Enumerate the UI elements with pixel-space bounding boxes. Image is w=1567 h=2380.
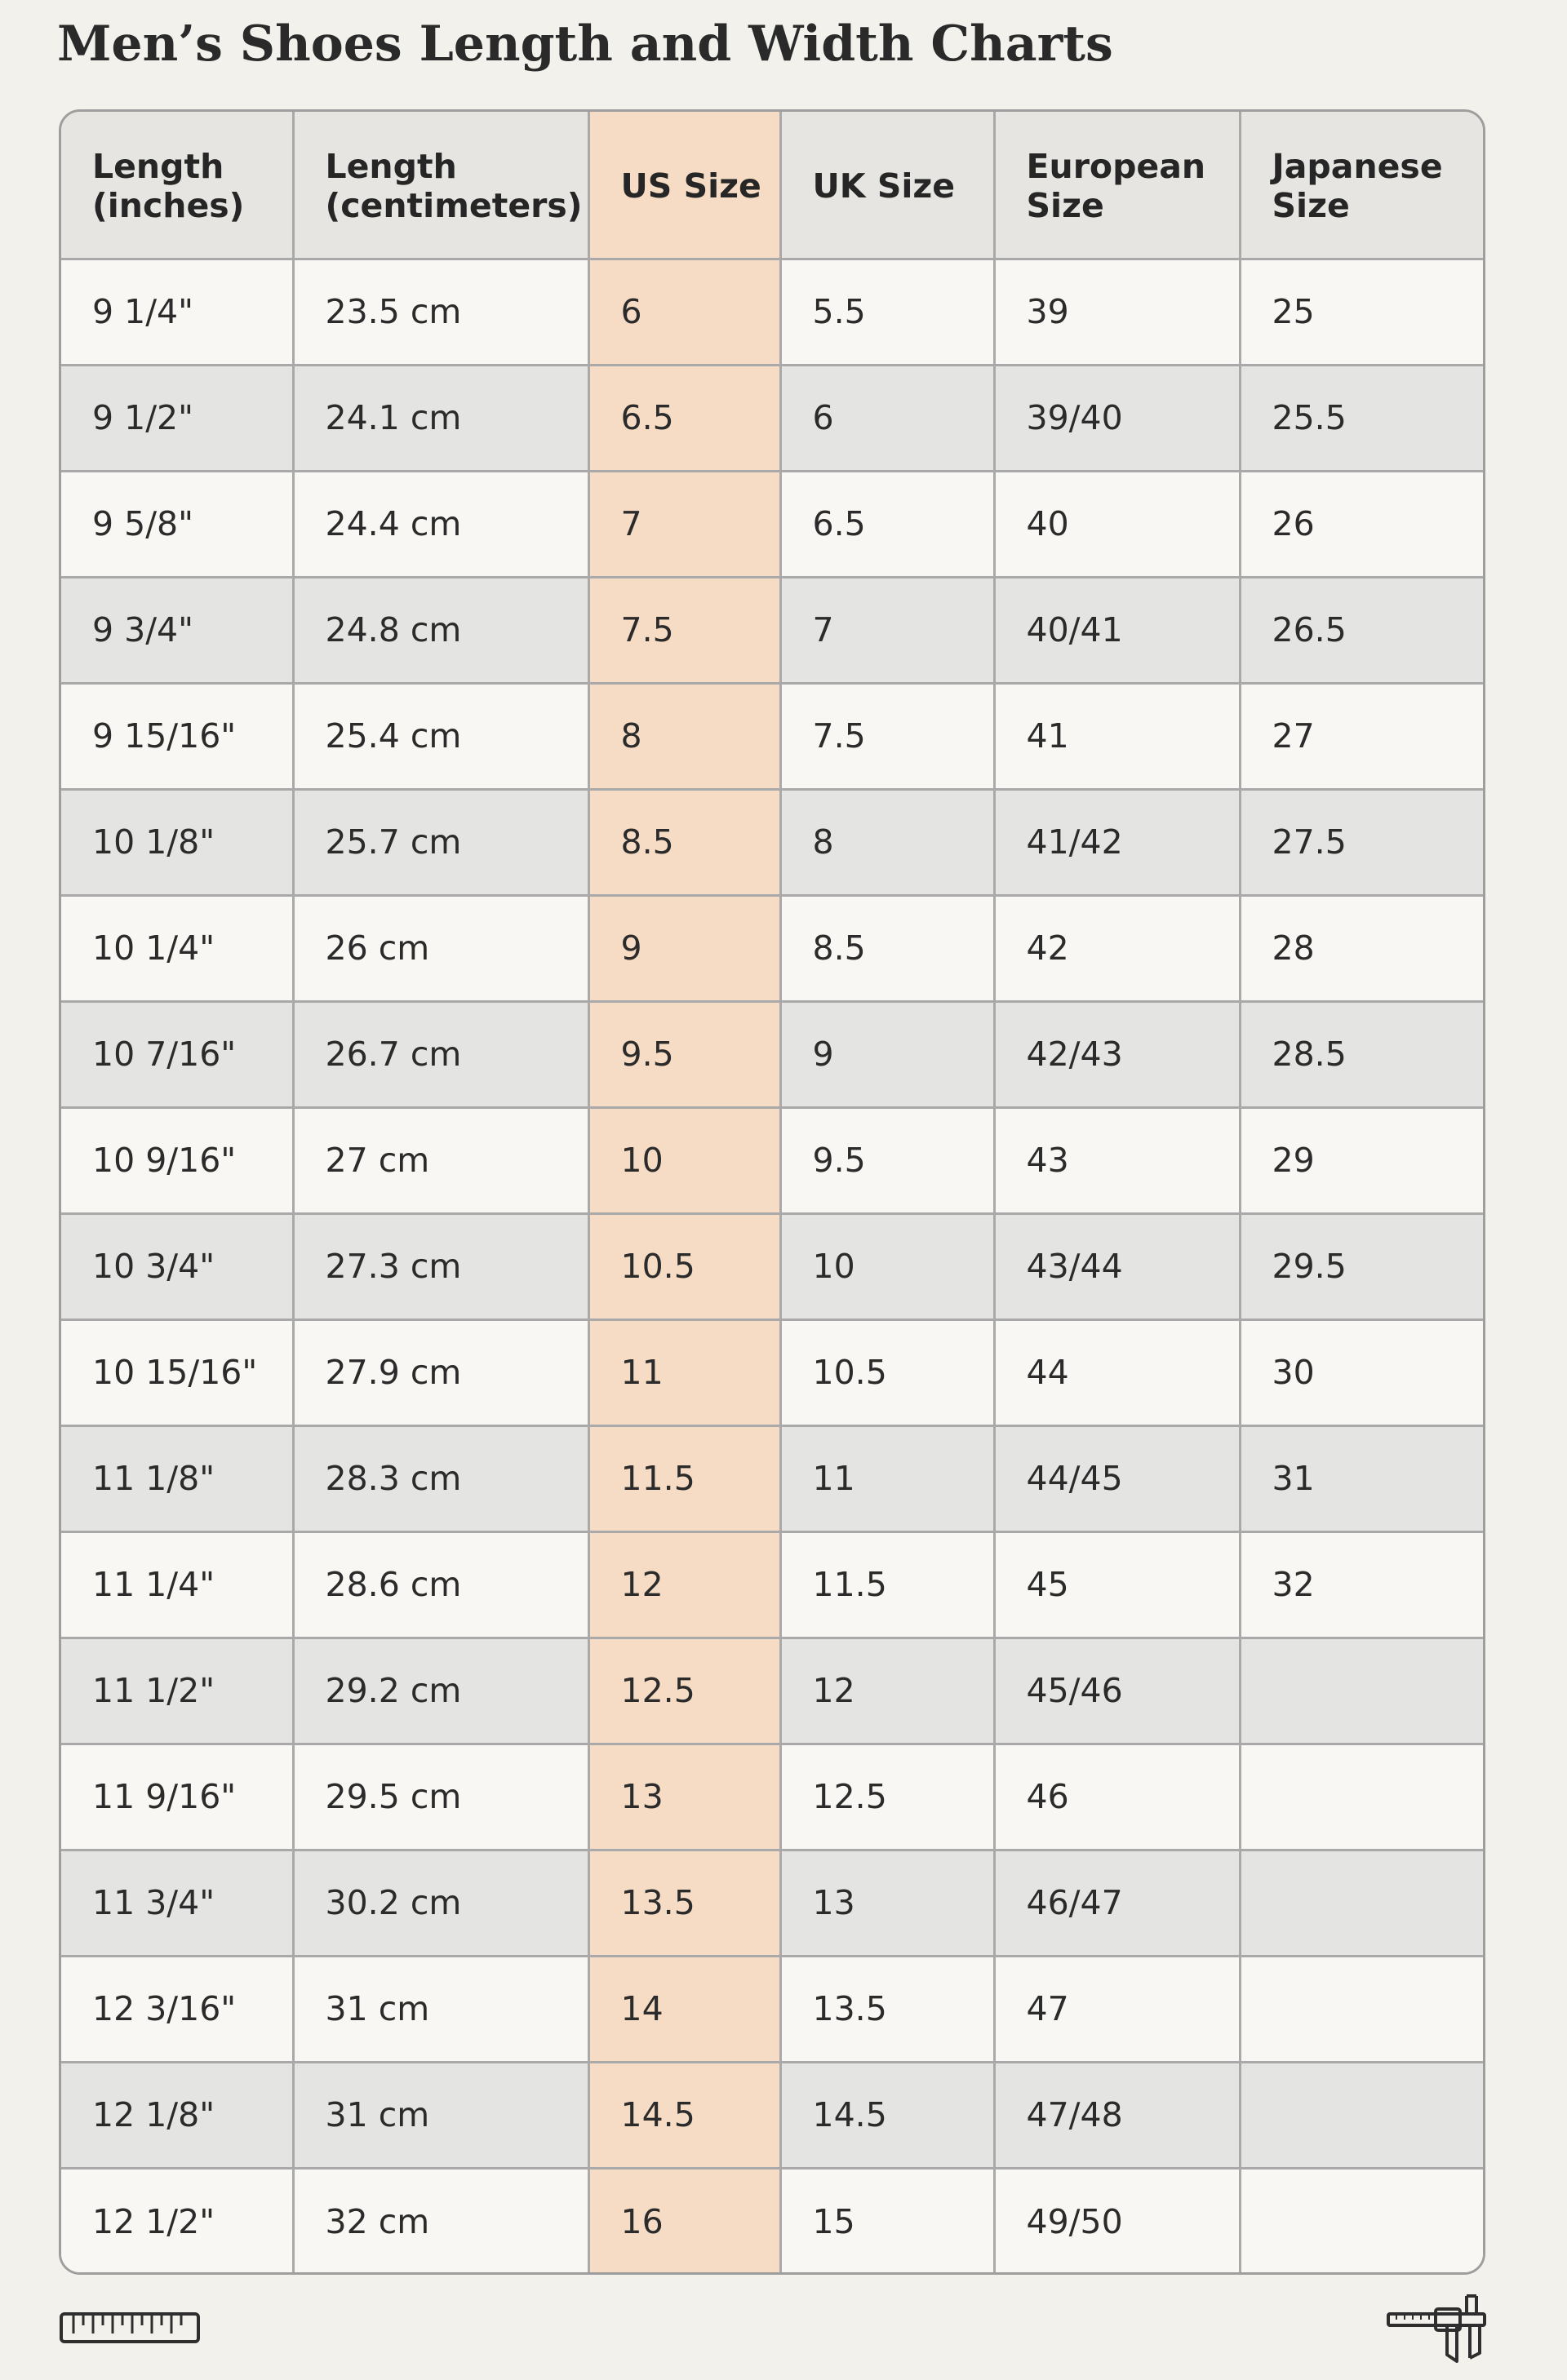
cell-us-size: 12 [588,1531,780,1638]
cell-length-inches: 12 1/8" [61,2062,293,2168]
cell-uk-size: 9 [780,1001,994,1107]
cell-european-size: 40 [994,471,1240,577]
cell-length-cm: 27.9 cm [293,1319,588,1425]
table-row [61,1213,1483,1319]
cell-european-size: 47/48 [994,2062,1240,2168]
cell-length-cm: 29.5 cm [293,1744,588,1850]
cell-us-size: 14.5 [588,2062,780,2168]
cell-length-inches: 9 3/4" [61,577,293,683]
cell-length-cm: 28.3 cm [293,1425,588,1531]
cell-european-size: 42 [994,895,1240,1001]
table-row [61,1531,1483,1638]
cell-japanese-size [1240,1744,1483,1850]
cell-length-cm: 25.7 cm [293,789,588,895]
cell-us-size: 11.5 [588,1425,780,1531]
cell-length-cm: 30.2 cm [293,1850,588,1956]
cell-length-inches: 9 1/4" [61,259,293,365]
col-header-uk-size: UK Size [780,112,994,259]
cell-uk-size: 13 [780,1850,994,1956]
cell-us-size: 7 [588,471,780,577]
cell-european-size: 39 [994,259,1240,365]
cell-japanese-size [1240,1850,1483,1956]
cell-us-size: 10.5 [588,1213,780,1319]
cell-japanese-size: 26.5 [1240,577,1483,683]
header-row [61,112,1483,259]
table-row [61,2168,1483,2274]
cell-uk-size: 10.5 [780,1319,994,1425]
cell-uk-size: 11.5 [780,1531,994,1638]
table-row [61,1319,1483,1425]
cell-length-inches: 11 9/16" [61,1744,293,1850]
table-row [61,1001,1483,1107]
ruler-icon [59,2306,201,2347]
cell-length-cm: 24.8 cm [293,577,588,683]
table-row [61,259,1483,365]
cell-us-size: 12.5 [588,1638,780,1744]
table-row [61,683,1483,789]
cell-us-size: 7.5 [588,577,780,683]
cell-length-cm: 31 cm [293,1956,588,2062]
cell-european-size: 47 [994,1956,1240,2062]
cell-japanese-size: 29.5 [1240,1213,1483,1319]
cell-length-inches: 10 9/16" [61,1107,293,1213]
cell-japanese-size [1240,2168,1483,2274]
cell-japanese-size: 26 [1240,471,1483,577]
cell-european-size: 43/44 [994,1213,1240,1319]
cell-uk-size: 13.5 [780,1956,994,2062]
cell-european-size: 46 [994,1744,1240,1850]
cell-european-size: 44/45 [994,1425,1240,1531]
cell-uk-size: 8.5 [780,895,994,1001]
cell-japanese-size: 29 [1240,1107,1483,1213]
cell-uk-size: 12.5 [780,1744,994,1850]
cell-japanese-size: 28.5 [1240,1001,1483,1107]
cell-length-inches: 11 1/8" [61,1425,293,1531]
cell-length-cm: 29.2 cm [293,1638,588,1744]
cell-uk-size: 7 [780,577,994,683]
cell-uk-size: 6.5 [780,471,994,577]
cell-length-cm: 31 cm [293,2062,588,2168]
cell-length-cm: 26 cm [293,895,588,1001]
cell-japanese-size: 30 [1240,1319,1483,1425]
cell-european-size: 42/43 [994,1001,1240,1107]
cell-european-size: 49/50 [994,2168,1240,2274]
cell-japanese-size: 32 [1240,1531,1483,1638]
cell-european-size: 39/40 [994,365,1240,471]
cell-length-inches: 12 1/2" [61,2168,293,2274]
cell-length-inches: 9 1/2" [61,365,293,471]
cell-us-size: 9 [588,895,780,1001]
col-header-japanese-size: Japanese Size [1240,112,1483,259]
cell-uk-size: 5.5 [780,259,994,365]
cell-us-size: 9.5 [588,1001,780,1107]
cell-length-cm: 27 cm [293,1107,588,1213]
table-row [61,789,1483,895]
cell-european-size: 45 [994,1531,1240,1638]
cell-length-inches: 9 15/16" [61,683,293,789]
cell-length-inches: 11 1/4" [61,1531,293,1638]
cell-uk-size: 7.5 [780,683,994,789]
table-body [61,259,1483,2274]
table-row [61,2062,1483,2168]
table-row [61,365,1483,471]
cell-us-size: 16 [588,2168,780,2274]
table-row [61,1744,1483,1850]
cell-european-size: 44 [994,1319,1240,1425]
cell-length-cm: 32 cm [293,2168,588,2274]
cell-uk-size: 9.5 [780,1107,994,1213]
cell-uk-size: 14.5 [780,2062,994,2168]
cell-length-cm: 26.7 cm [293,1001,588,1107]
cell-length-inches: 10 3/4" [61,1213,293,1319]
cell-us-size: 14 [588,1956,780,2062]
cell-us-size: 6.5 [588,365,780,471]
cell-european-size: 46/47 [994,1850,1240,1956]
cell-japanese-size: 25.5 [1240,365,1483,471]
table-row [61,471,1483,577]
cell-japanese-size: 25 [1240,259,1483,365]
cell-us-size: 10 [588,1107,780,1213]
table-row [61,1850,1483,1956]
cell-japanese-size: 28 [1240,895,1483,1001]
cell-european-size: 40/41 [994,577,1240,683]
table-row [61,577,1483,683]
page-title: Men’s Shoes Length and Width Charts [57,16,1113,73]
col-header-us-size: US Size [588,112,780,259]
cell-european-size: 43 [994,1107,1240,1213]
cell-length-inches: 11 3/4" [61,1850,293,1956]
size-table [61,112,1483,2274]
table-row [61,1425,1483,1531]
cell-us-size: 13.5 [588,1850,780,1956]
cell-length-cm: 27.3 cm [293,1213,588,1319]
table-row [61,895,1483,1001]
cell-japanese-size: 27 [1240,683,1483,789]
cell-us-size: 13 [588,1744,780,1850]
cell-length-cm: 25.4 cm [293,683,588,789]
cell-length-cm: 24.1 cm [293,365,588,471]
cell-length-inches: 11 1/2" [61,1638,293,1744]
table-row [61,1107,1483,1213]
cell-japanese-size: 31 [1240,1425,1483,1531]
cell-us-size: 6 [588,259,780,365]
cell-length-inches: 10 1/4" [61,895,293,1001]
col-header-length-inches: Length (inches) [61,112,293,259]
cell-length-inches: 12 3/16" [61,1956,293,2062]
cell-uk-size: 15 [780,2168,994,2274]
cell-uk-size: 12 [780,1638,994,1744]
cell-european-size: 41/42 [994,789,1240,895]
size-chart-table [59,109,1485,2275]
cell-length-cm: 28.6 cm [293,1531,588,1638]
cell-length-inches: 10 15/16" [61,1319,293,1425]
cell-us-size: 8.5 [588,789,780,895]
cell-european-size: 45/46 [994,1638,1240,1744]
cell-european-size: 41 [994,683,1240,789]
cell-uk-size: 8 [780,789,994,895]
cell-japanese-size [1240,2062,1483,2168]
cell-japanese-size [1240,1956,1483,2062]
cell-length-cm: 24.4 cm [293,471,588,577]
table-row [61,1638,1483,1744]
cell-uk-size: 10 [780,1213,994,1319]
table-row [61,1956,1483,2062]
cell-japanese-size [1240,1638,1483,1744]
cell-length-cm: 23.5 cm [293,259,588,365]
cell-japanese-size: 27.5 [1240,789,1483,895]
cell-length-inches: 10 7/16" [61,1001,293,1107]
caliper-icon [1385,2291,1489,2364]
col-header-length-cm: Length (centimeters) [293,112,588,259]
cell-us-size: 8 [588,683,780,789]
cell-us-size: 11 [588,1319,780,1425]
cell-uk-size: 6 [780,365,994,471]
cell-uk-size: 11 [780,1425,994,1531]
cell-length-inches: 10 1/8" [61,789,293,895]
col-header-european-size: European Size [994,112,1240,259]
cell-length-inches: 9 5/8" [61,471,293,577]
